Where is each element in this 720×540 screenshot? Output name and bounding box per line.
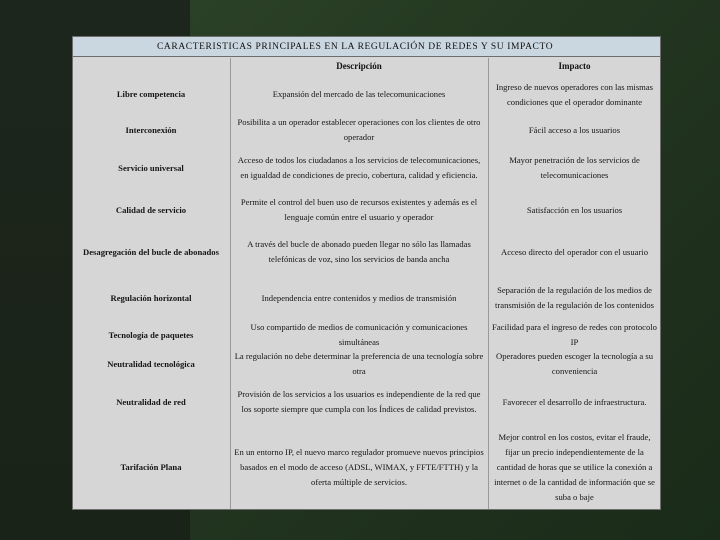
- row-impacto: Fácil acceso a los usuarios: [528, 124, 621, 135]
- row-descripcion: Permite el control del buen uso de recursos existentes y además es el lenguaje común entre el usuario y operador: [240, 197, 478, 222]
- table-row: [73, 275, 660, 321]
- row-descripcion: En un entorno IP, el nuevo marco regulador promueve nuevos principios basados en el modo de acceso (ADSL, WIMAX, y FFTE/FTTH) y la oferta múltiple de servicios.: [234, 446, 484, 487]
- row-name: Tecnología de paquetes: [108, 329, 194, 340]
- regulation-table: [72, 36, 661, 510]
- row-name: Regulación horizontal: [110, 292, 192, 303]
- row-name: Servicio universal: [118, 162, 184, 173]
- table-row: [73, 191, 660, 229]
- table-row: [73, 145, 660, 191]
- table-row: [73, 74, 660, 115]
- row-impacto: Facilidad para el ingreso de redes con protocolo IP: [492, 322, 657, 347]
- row-name: Calidad de servicio: [115, 204, 187, 215]
- row-impacto: Ingreso de nuevos operadores con las mismas condiciones que el operador dominante: [495, 81, 654, 107]
- table-row: [73, 229, 660, 275]
- row-name: Neutralidad tecnológica: [107, 358, 195, 369]
- row-impacto: Separación de la regulación de los medios de transmisión de la regulación de los contenidos: [495, 285, 654, 310]
- row-descripcion: Expansión del mercado de las telecomunicaciones: [272, 89, 446, 99]
- table-row: [73, 115, 660, 145]
- row-descripcion: Independencia entre contenidos y medios de transmisión: [261, 292, 457, 303]
- row-impacto: Acceso directo del operador con el usuario: [501, 246, 648, 257]
- row-impacto: Operadores pueden escoger la tecnología a su conveniencia: [495, 351, 653, 376]
- row-name: Libre competencia: [116, 89, 186, 99]
- row-descripcion: Uso compartido de medios de comunicación y comunicaciones simultáneas: [250, 322, 468, 347]
- row-descripcion: Acceso de todos los ciudadanos a los servicios de telecomunicaciones, en igualdad de condiciones de precio, cobertura, calidad y eficiencia.: [237, 155, 481, 180]
- row-impacto: Mejor control en los costos, evitar el fraude, fijar un precio independientemente de la cantidad de horas que se utilice la conexión a internet o de la cantidad de información que se suba o baje: [494, 431, 655, 502]
- row-name: Neutralidad de red: [116, 396, 186, 407]
- row-descripcion: Posibilita a un operador establecer operaciones con los clientes de otro operador: [237, 117, 481, 142]
- row-impacto: Mayor penetración de los servicios de telecomunicaciones: [509, 155, 640, 180]
- table-row: [73, 321, 660, 349]
- table-title: CARACTERISTICAS PRINCIPALES EN LA REGULACIÓN DE REDES Y SU IMPACTO: [73, 37, 660, 57]
- table-row: [73, 379, 660, 425]
- table-row: [73, 349, 660, 379]
- header-descripcion: Descripción: [336, 61, 382, 71]
- row-name: Tarifación Plana: [120, 461, 182, 472]
- row-name: Desagregación del bucle de abonados: [83, 246, 219, 257]
- table-row: [73, 425, 660, 509]
- row-impacto: Satisfacción en los usuarios: [526, 204, 623, 215]
- row-descripcion: La regulación no debe determinar la preferencia de una tecnología sobre otra: [234, 351, 484, 376]
- header-impacto: Impacto: [558, 61, 591, 71]
- row-descripcion: A través del bucle de abonado pueden llegar no sólo las llamadas telefónicas de voz, sino los servicios de banda ancha: [247, 239, 471, 264]
- row-name: Interconexión: [125, 124, 177, 135]
- row-impacto: Favorecer el desarrollo de infraestructura.: [502, 396, 647, 407]
- row-descripcion: Provisión de los servicios a los usuarios es independiente de la red que los soporte siempre que cumpla con los Índices de calidad previstos.: [237, 389, 481, 414]
